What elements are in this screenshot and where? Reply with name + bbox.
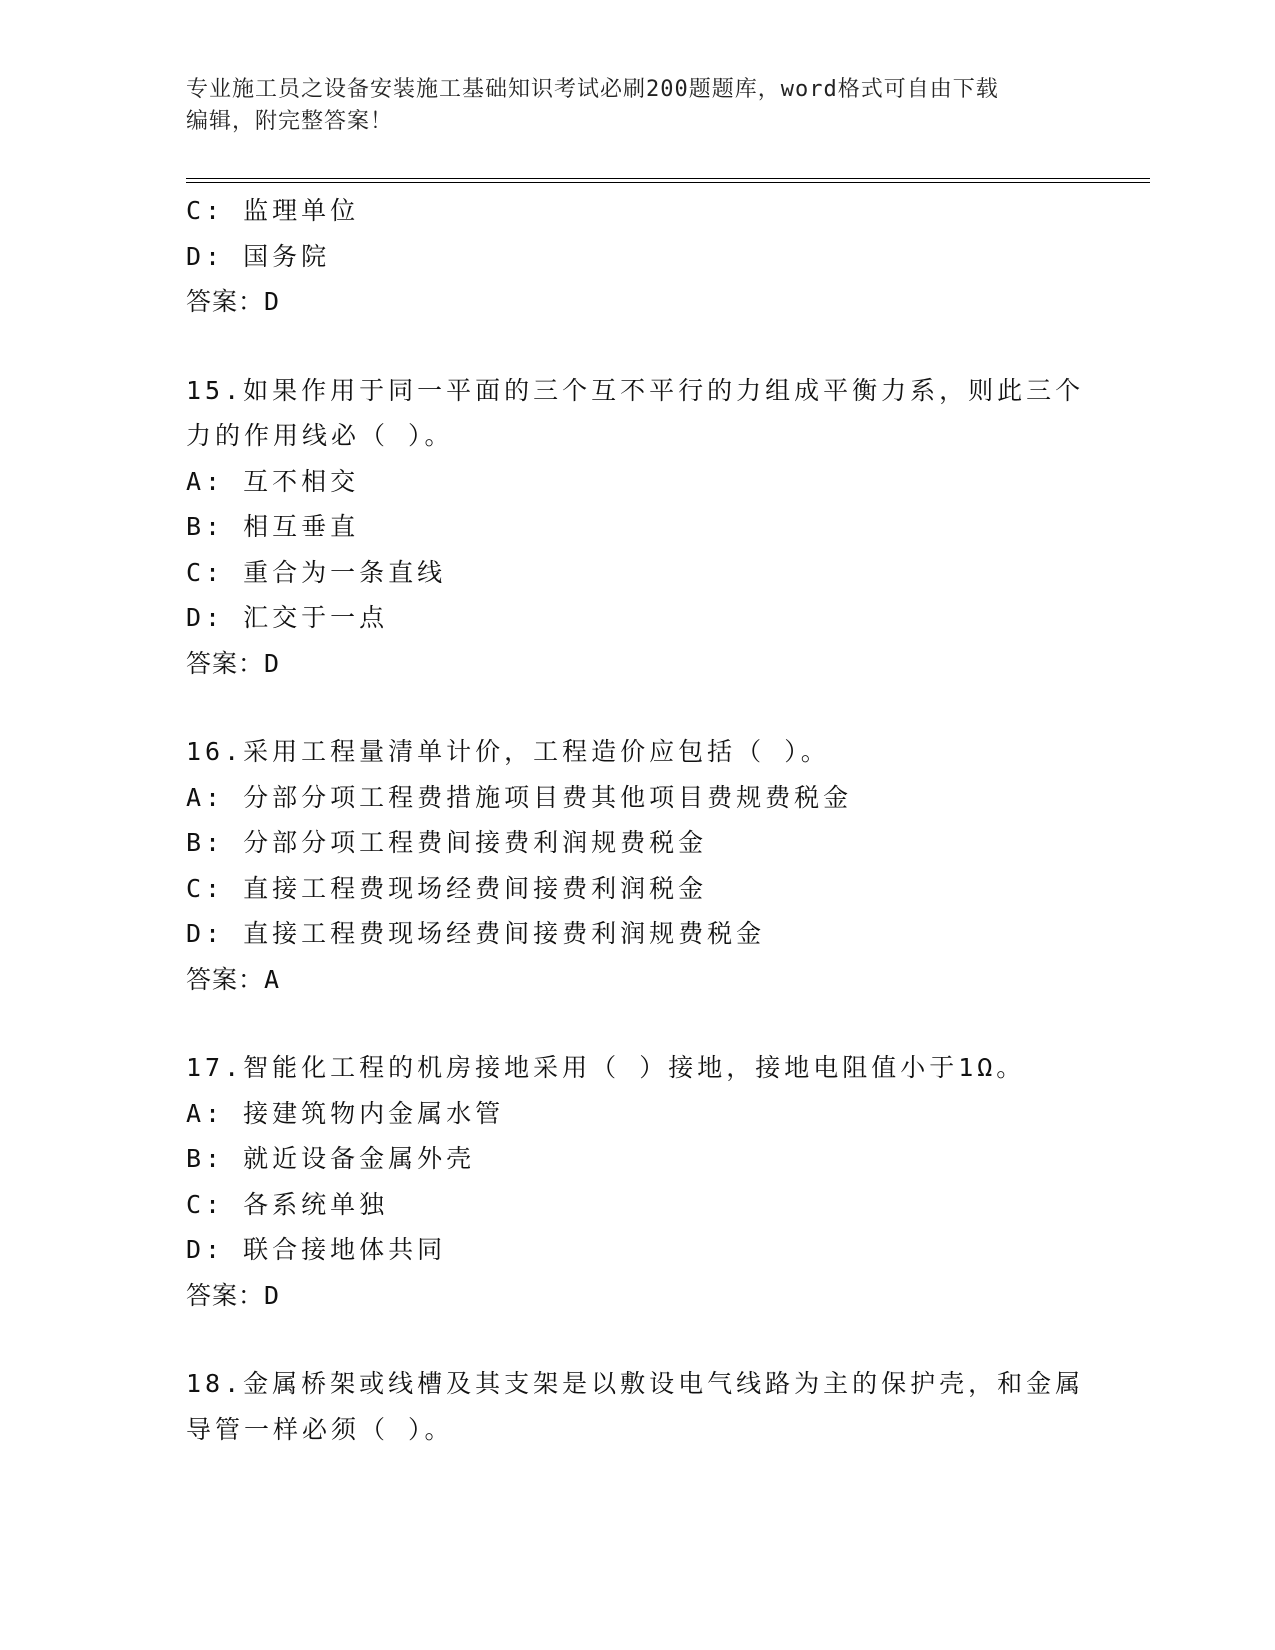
option-d: D: 汇交于一点 xyxy=(186,603,389,632)
header-divider-top xyxy=(186,178,1150,179)
question-text-line-2: 导管一样必须（ ）。 xyxy=(186,1414,454,1444)
question-block-16 xyxy=(186,729,1086,1002)
document-header xyxy=(186,74,1066,138)
question-text-line-1: 16.采用工程量清单计价，工程造价应包括（ ）。 xyxy=(186,737,830,766)
header-line-2: 编辑，附完整答案！ xyxy=(186,109,394,134)
option-a: A: 接建筑物内金属水管 xyxy=(186,1098,505,1128)
option-c: C: 直接工程费现场经费间接费利润税金 xyxy=(186,873,708,903)
option-c: C: 各系统单独 xyxy=(186,1189,389,1219)
answer-line: 答案：A xyxy=(186,964,281,994)
question-text-line-1: 15.如果作用于同一平面的三个互不平行的力组成平衡力系，则此三个 xyxy=(186,375,1085,405)
spacer xyxy=(186,686,1086,729)
question-text-line-1: 18.金属桥架或线槽及其支架是以敷设电气线路为主的保护壳，和金属 xyxy=(186,1369,1085,1398)
answer-line: 答案：D xyxy=(186,287,281,316)
answer-line: 答案：D xyxy=(186,648,281,678)
question-block-prev xyxy=(186,188,1086,325)
spacer xyxy=(186,325,1086,368)
option-c: C: 监理单位 xyxy=(186,196,360,225)
option-b: B: 分部分项工程费间接费利润规费税金 xyxy=(186,828,708,857)
option-c: C: 重合为一条直线 xyxy=(186,557,447,587)
option-d: D: 国务院 xyxy=(186,241,331,271)
question-text-line-2: 力的作用线必（ ）。 xyxy=(186,421,454,450)
question-text-line-1: 17.智能化工程的机房接地采用（ ）接地，接地电阻值小于1Ω。 xyxy=(186,1053,1026,1082)
question-list xyxy=(186,188,1086,1452)
option-d: D: 直接工程费现场经费间接费利润规费税金 xyxy=(186,919,766,948)
option-b: B: 相互垂直 xyxy=(186,512,360,541)
question-block-18 xyxy=(186,1361,1086,1452)
spacer xyxy=(186,1002,1086,1045)
question-block-15 xyxy=(186,368,1086,687)
option-b: B: 就近设备金属外壳 xyxy=(186,1144,476,1173)
option-a: A: 分部分项工程费措施项目费其他项目费规费税金 xyxy=(186,782,853,812)
answer-line: 答案：D xyxy=(186,1280,281,1310)
spacer xyxy=(186,1318,1086,1361)
question-block-17 xyxy=(186,1045,1086,1318)
header-line-1: 专业施工员之设备安装施工基础知识考试必刷200题题库，word格式可自由下载 xyxy=(186,77,999,102)
option-a: A: 互不相交 xyxy=(186,466,360,496)
option-d: D: 联合接地体共同 xyxy=(186,1235,447,1264)
header-divider-bottom xyxy=(186,182,1150,183)
